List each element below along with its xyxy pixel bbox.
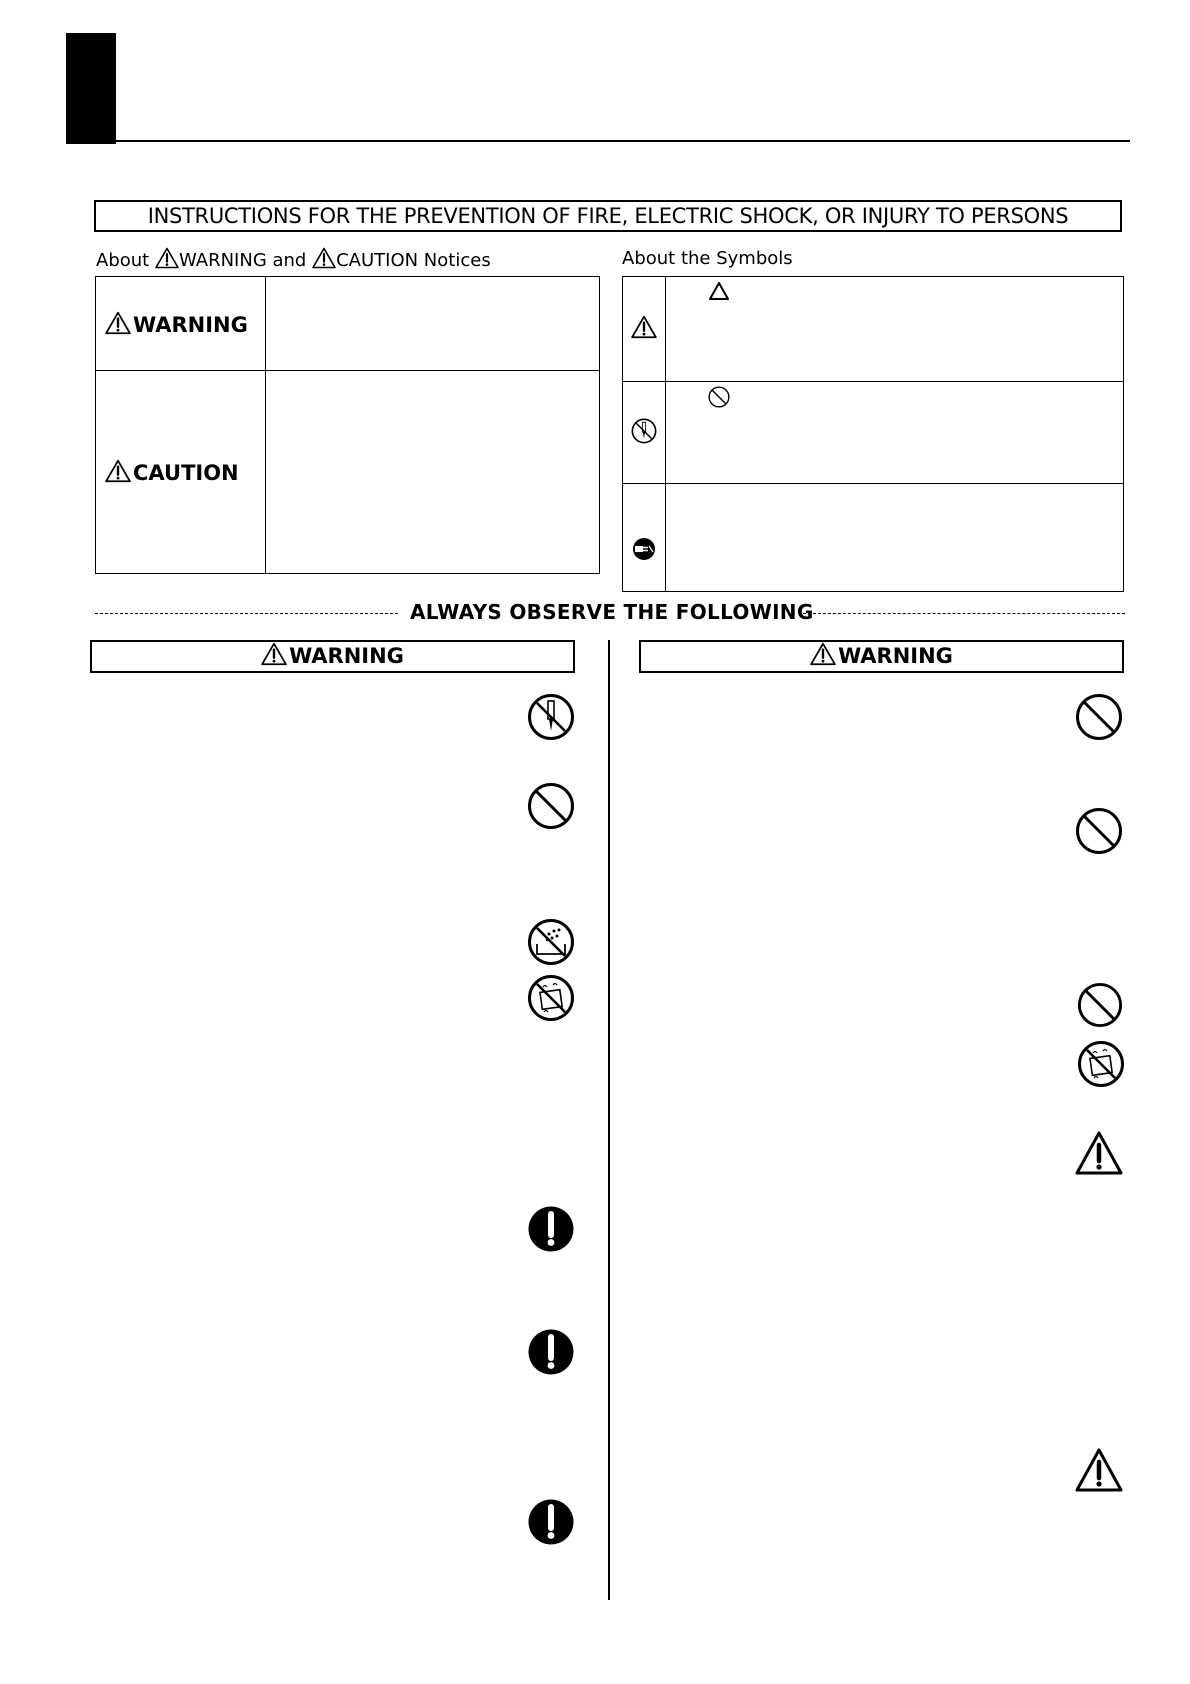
warning-badge [105,313,248,337]
warning-triangle-icon [155,250,179,271]
divider-dashed-right [803,613,1125,614]
chapter-tab [66,33,116,144]
divider-dashed-left [95,613,398,614]
symbols-table [622,276,1124,592]
mandatory-action-icon [527,1498,575,1546]
notices-label-prefix: About [96,250,150,271]
symbol-row-prohibited [623,382,1124,484]
left-warning-header [90,640,575,673]
notice-row-caution [96,371,600,574]
prohibited-icon [1077,982,1123,1028]
notices-label-caution: CAUTION Notices [336,250,491,271]
caution-badge [105,461,239,485]
symbol-row-mandatory [623,484,1124,592]
caution-triangle-icon [1074,1130,1124,1176]
prohibited-icon [1075,807,1123,855]
notices-table [95,276,600,574]
prohibited-icon [1075,693,1123,741]
unplug-icon [632,546,656,565]
no-water-icon [527,918,575,966]
safety-title-box: INSTRUCTIONS FOR THE PREVENTION OF FIRE, ELECTRIC SHOCK, OR INJURY TO PERSONS [94,200,1122,232]
caution-triangle-icon [1074,1447,1124,1493]
notices-label [96,247,491,272]
right-warning-badge [810,644,953,668]
notice-row-warning [96,277,600,371]
caution-triangle-icon [312,250,336,271]
prohibited-icon [527,782,575,830]
always-observe-heading: ALWAYS OBSERVE THE FOLLOWING [410,600,814,624]
triangle-outline-icon [708,281,730,305]
no-moisture-icon [527,974,575,1022]
warning-badge-label: WARNING [133,312,248,337]
prohibited-outline-icon [708,386,730,412]
do-not-disassemble-icon [631,429,657,448]
symbols-label: About the Symbols [622,248,793,269]
do-not-disassemble-icon [527,693,575,741]
left-warning-badge [261,644,404,668]
symbol-mandatory-text [666,484,1124,592]
caution-badge-label: CAUTION [133,461,239,485]
notices-label-warning: WARNING and [178,250,307,271]
symbol-row-caution [623,277,1124,382]
general-caution-icon [631,324,657,343]
mandatory-action-icon [527,1205,575,1253]
warning-description [266,277,600,371]
caution-description [266,371,600,574]
mandatory-action-icon [527,1328,575,1376]
header-rule [66,140,1130,142]
left-warning-label: WARNING [289,644,404,668]
right-warning-header [639,640,1124,673]
no-moisture-icon [1077,1040,1125,1088]
column-divider [608,640,610,1600]
right-warning-label: WARNING [838,644,953,668]
